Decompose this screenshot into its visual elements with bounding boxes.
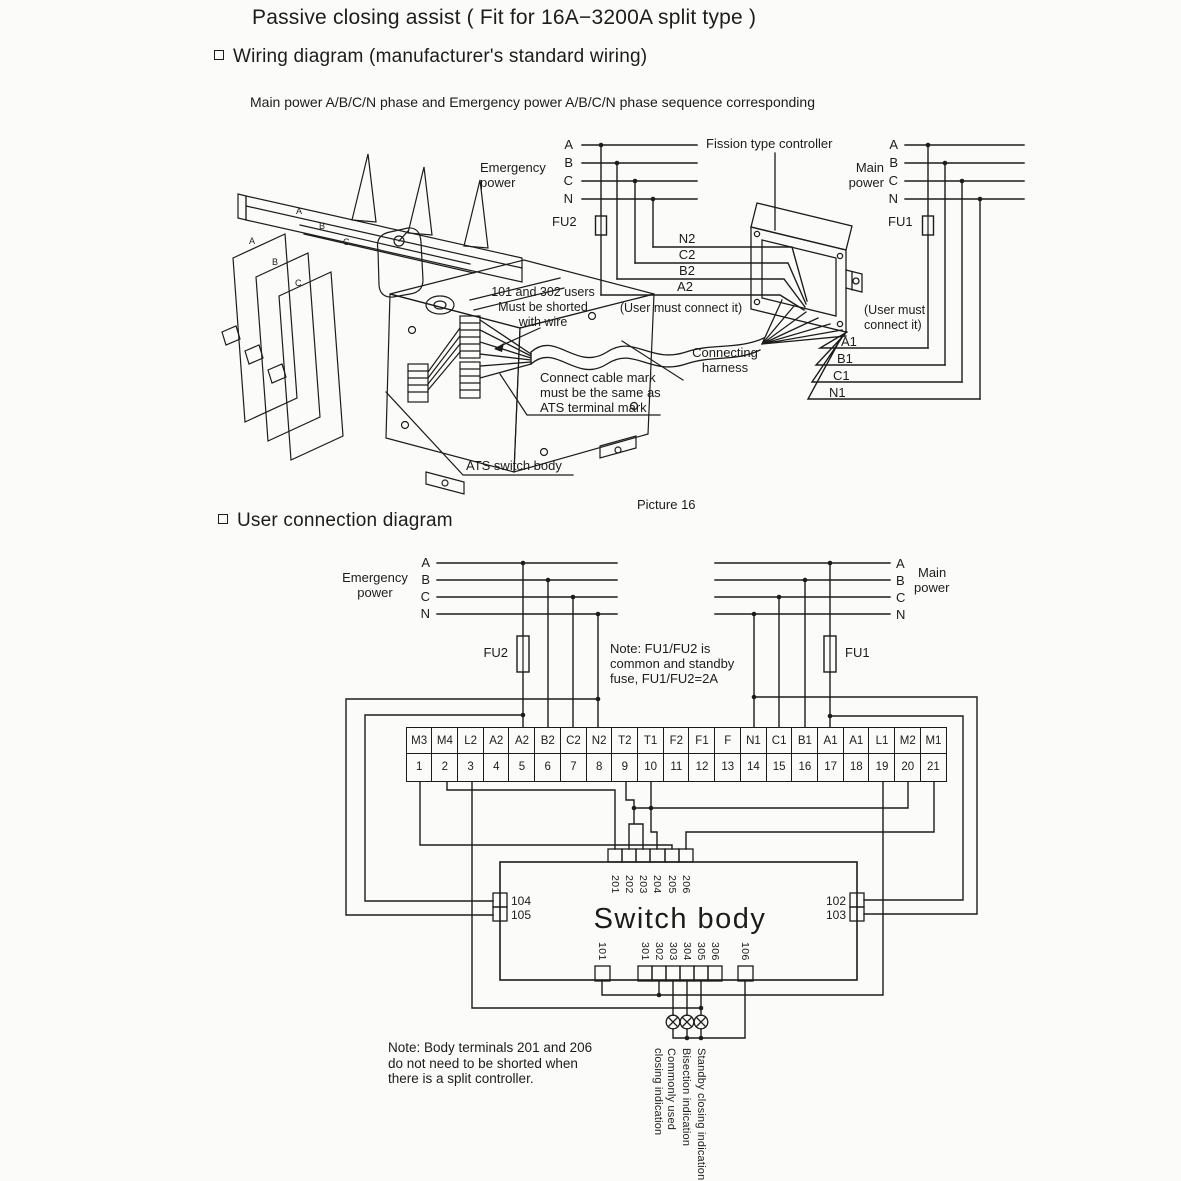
strip-label: N2: [586, 727, 613, 754]
strip-number: 2: [431, 753, 458, 782]
short-wire-note: 101 and 302 users Must be shorted with wire: [491, 285, 595, 329]
terminal-strip: [407, 727, 947, 782]
strip-number: 9: [611, 753, 638, 782]
wire-a2: A2: [677, 279, 693, 294]
strip-number: 6: [534, 753, 561, 782]
wire-b1: B1: [837, 351, 853, 366]
btm-main-phase-b: B: [896, 573, 905, 588]
section-wiring-diagram: Wiring diagram (manufacturer's standard wiring): [214, 46, 647, 68]
ats-mark-a: A: [249, 236, 256, 246]
bottom-dots: [521, 561, 833, 1041]
term-103: 103: [825, 908, 846, 922]
btm-emergency-power-label: Emergency power: [342, 570, 408, 600]
term-104: 104: [511, 894, 532, 908]
strip-number: 8: [586, 753, 613, 782]
user-connect-right: (User must connect it): [864, 303, 926, 332]
term-201: 201: [609, 875, 621, 894]
btm-emg-phase-a: A: [421, 555, 430, 570]
strip-label: T1: [637, 727, 664, 754]
strip-label: C1: [766, 727, 793, 754]
lamp-label-bisection: Bisection indication: [680, 1048, 692, 1147]
strip-number: 20: [894, 753, 921, 782]
top-main-phase-n: N: [888, 191, 898, 206]
term-305: 305: [695, 942, 707, 961]
fuse-note: Note: FU1/FU2 is common and standby fuse, FU1/FU2=2A: [610, 641, 735, 686]
ats-bar-mark-c: C: [343, 237, 350, 247]
strip-label: A2: [483, 727, 510, 754]
btm-emg-phase-c: C: [420, 589, 430, 604]
term-204: 204: [651, 875, 663, 894]
strip-number: 3: [457, 753, 484, 782]
btm-main-phase-a: A: [896, 556, 905, 571]
strip-number: 19: [868, 753, 895, 782]
strip-label: M3: [406, 727, 433, 754]
strip-number: 21: [920, 753, 947, 782]
cable-mark-note: Connect cable mark must be the same as ATS terminal mark: [540, 370, 661, 415]
lamp-label-standby: Standby closing indication: [695, 1048, 707, 1181]
ats-mark-c: C: [295, 278, 302, 288]
term-102: 102: [825, 894, 846, 908]
top-main-phase-b: B: [889, 155, 898, 170]
top-fu1-label: FU1: [888, 214, 913, 229]
page-title: Passive closing assist ( Fit for 16A−3200A split type ): [252, 6, 757, 29]
term-106: 106: [739, 942, 751, 961]
lamp-label-common: Commonly used closing indication: [652, 1048, 677, 1136]
ats-bar-mark-a: A: [296, 206, 303, 216]
term-301: 301: [639, 942, 651, 961]
top-emergency-power-label: Emergency power: [480, 160, 546, 190]
strip-number: 18: [843, 753, 870, 782]
top-main-phase-a: A: [889, 137, 898, 152]
strip-label: L2: [457, 727, 484, 754]
body-note: Note: Body terminals 201 and 206 do not need to be shorted when there is a split controller.: [388, 1040, 593, 1086]
strip-label: L1: [868, 727, 895, 754]
wire-b2: B2: [679, 263, 695, 278]
switch-body-label: Switch body: [593, 903, 767, 935]
wire-c1: C1: [833, 368, 850, 383]
strip-number: 17: [817, 753, 844, 782]
btm-main-phase-n: N: [896, 607, 906, 622]
strip-label: A2: [508, 727, 535, 754]
strip-number: 16: [791, 753, 818, 782]
strip-label: M1: [920, 727, 947, 754]
top-emg-phase-n: N: [563, 191, 573, 206]
section-user-connection: User connection diagram: [218, 510, 453, 532]
picture-caption: Picture 16: [637, 497, 696, 512]
top-fu2-label: FU2: [552, 214, 577, 229]
top-main-power-label: Main power: [848, 160, 884, 190]
strip-label: A1: [817, 727, 844, 754]
lamp-wires: [673, 981, 745, 1038]
ats-body-label: ATS switch body: [466, 458, 562, 473]
square-bullet-icon: [214, 50, 224, 60]
term-304: 304: [681, 942, 693, 961]
term-306: 306: [709, 942, 721, 961]
strip-number: 4: [483, 753, 510, 782]
harness-label: Connecting harness: [692, 345, 758, 375]
ats-bar-mark-b: B: [319, 221, 326, 231]
strip-number: 14: [740, 753, 767, 782]
subtitle: Main power A/B/C/N phase and Emergency power A/B/C/N phase sequence corresponding: [250, 94, 815, 110]
term-105: 105: [511, 908, 532, 922]
top-emg-phase-c: C: [563, 173, 573, 188]
top-emg-phase-a: A: [564, 137, 573, 152]
strip-number: 11: [663, 753, 690, 782]
square-bullet-icon: [218, 514, 228, 524]
strip-label: M2: [894, 727, 921, 754]
strip-label: T2: [611, 727, 638, 754]
top-emg-phase-b: B: [564, 155, 573, 170]
term-203: 203: [637, 875, 649, 894]
top-dots: [599, 143, 983, 202]
wire-n1: N1: [829, 385, 846, 400]
strip-number: 7: [560, 753, 587, 782]
strip-number: 12: [688, 753, 715, 782]
term-202: 202: [623, 875, 635, 894]
strip-number: 1: [406, 753, 433, 782]
strip-number: 15: [766, 753, 793, 782]
btm-emg-phase-n: N: [420, 606, 430, 621]
user-connect-left: (User must connect it): [619, 301, 743, 315]
strip-label: F2: [663, 727, 690, 754]
top-main-phase-c: C: [888, 173, 898, 188]
term-302: 302: [653, 942, 665, 961]
wire-n2: N2: [678, 231, 696, 246]
wire-c2: C2: [678, 247, 696, 262]
term-101: 101: [596, 942, 608, 961]
indicator-lamps: [666, 1015, 708, 1029]
btm-main-phase-c: C: [896, 590, 906, 605]
term-205: 205: [666, 875, 678, 894]
strip-label: B1: [791, 727, 818, 754]
controller-label: Fission type controller: [706, 136, 833, 151]
wire-a1: A1: [841, 334, 857, 349]
strip-label: C2: [560, 727, 587, 754]
strip-label: A1: [843, 727, 870, 754]
strip-label: F1: [688, 727, 715, 754]
btm-emg-phase-b: B: [421, 572, 430, 587]
strip-label: B2: [534, 727, 561, 754]
btm-fu2-label: FU2: [483, 645, 508, 660]
strip-number: 10: [637, 753, 664, 782]
btm-main-power-label: Main power: [914, 565, 950, 595]
strip-number: 5: [508, 753, 535, 782]
ats-mark-b: B: [272, 257, 279, 267]
strip-label: N1: [740, 727, 767, 754]
strip-label: M4: [431, 727, 458, 754]
strip-number: 13: [714, 753, 741, 782]
term-303: 303: [667, 942, 679, 961]
term-206: 206: [680, 875, 692, 894]
strip-label: F: [714, 727, 741, 754]
btm-fu1-label: FU1: [845, 645, 870, 660]
